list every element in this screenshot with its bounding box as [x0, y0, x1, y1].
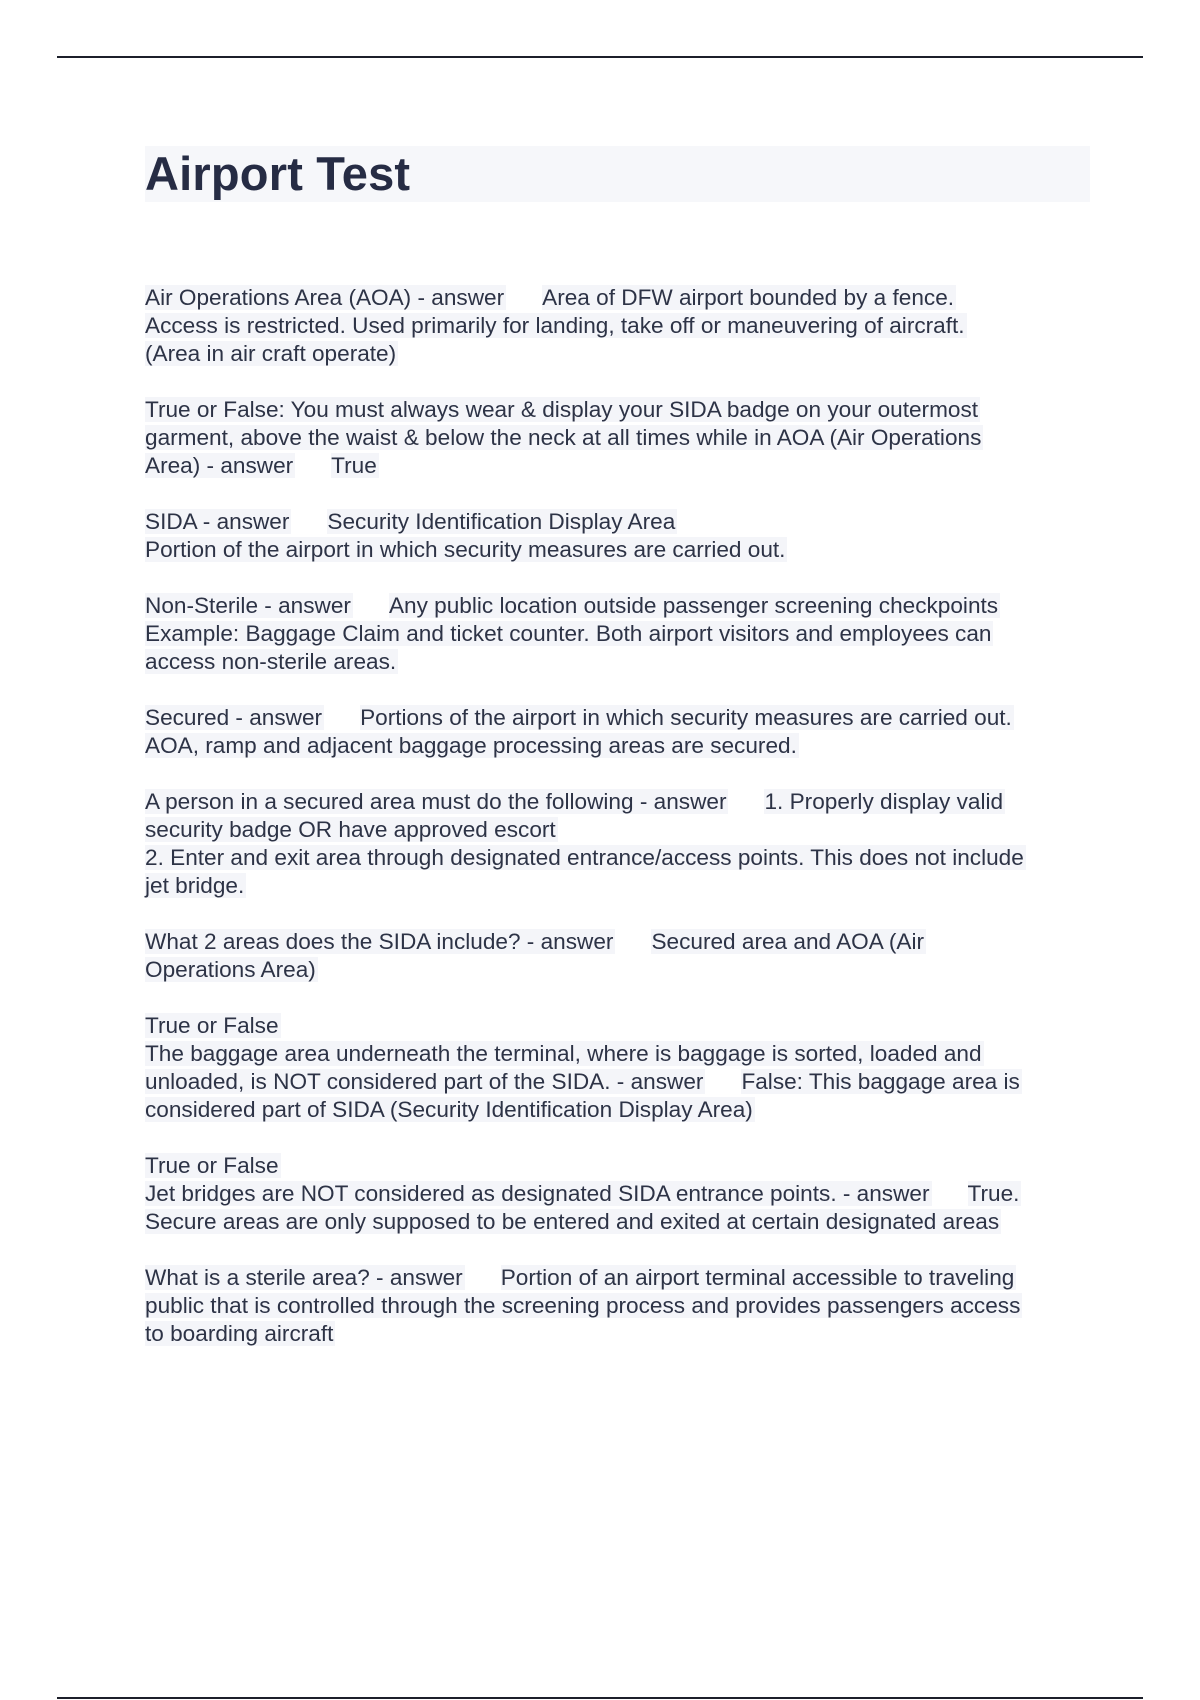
qa-text: garment, above the waist & below the neck at all times while in AOA (Air Operations: [145, 425, 982, 450]
qa-item: [145, 508, 1095, 564]
page-title: Airport Test: [145, 147, 411, 200]
qa-line: [145, 844, 1095, 872]
qa-line: [145, 1264, 1095, 1292]
qa-item: [145, 592, 1095, 676]
qa-text: jet bridge.: [145, 873, 245, 898]
qa-line: [145, 508, 1095, 536]
qa-item: [145, 788, 1095, 900]
qa-line: [145, 1040, 1095, 1068]
qa-line: [145, 592, 1095, 620]
qa-line: [145, 928, 1095, 956]
qa-line: [145, 956, 1095, 984]
qa-text: AOA, ramp and adjacent baggage processing areas are secured.: [145, 733, 797, 758]
qa-item: [145, 1264, 1095, 1348]
qa-line: [145, 1152, 1095, 1180]
qa-text: What 2 areas does the SIDA include? - answer: [145, 929, 614, 954]
qa-text: considered part of SIDA (Security Identification Display Area): [145, 1097, 753, 1122]
qa-text: What is a sterile area? - answer: [145, 1265, 463, 1290]
qa-text: to boarding aircraft: [145, 1321, 334, 1346]
qa-answer-text: True: [331, 453, 377, 478]
qa-text: True or False: [145, 1013, 279, 1038]
qa-line: [145, 704, 1095, 732]
qa-item: [145, 284, 1095, 368]
qa-text: Access is restricted. Used primarily for landing, take off or maneuvering of aircraft.: [145, 313, 965, 338]
qa-answer-text: Secured area and AOA (Air: [651, 929, 924, 954]
qa-text: security badge OR have approved escort: [145, 817, 556, 842]
qa-line: [145, 312, 1095, 340]
qa-line: [145, 452, 1095, 480]
bottom-divider: [57, 1697, 1143, 1699]
qa-item: [145, 1012, 1095, 1124]
qa-line: [145, 284, 1095, 312]
qa-line: [145, 1292, 1095, 1320]
qa-answer-text: True.: [967, 1181, 1020, 1206]
qa-line: [145, 788, 1095, 816]
qa-item: [145, 1152, 1095, 1236]
qa-line: [145, 620, 1095, 648]
top-divider: [57, 56, 1143, 58]
qa-answer-text: Portions of the airport in which security measures are carried out.: [360, 705, 1012, 730]
qa-line: [145, 1180, 1095, 1208]
qa-text: Portion of the airport in which security measures are carried out.: [145, 537, 786, 562]
qa-text: The baggage area underneath the terminal, where is baggage is sorted, loaded and: [145, 1041, 982, 1066]
qa-line: [145, 1068, 1095, 1096]
qa-text: True or False: [145, 1153, 279, 1178]
qa-line: [145, 396, 1095, 424]
qa-text: Air Operations Area (AOA) - answer: [145, 285, 505, 310]
qa-item: [145, 704, 1095, 760]
qa-line: [145, 340, 1095, 368]
qa-answer-text: Any public location outside passenger screening checkpoints: [388, 593, 999, 618]
qa-text: SIDA - answer: [145, 509, 290, 534]
qa-text: Example: Baggage Claim and ticket counter. Both airport visitors and employees can: [145, 621, 992, 646]
qa-line: [145, 732, 1095, 760]
qa-text: Operations Area): [145, 957, 316, 982]
qa-line: [145, 1208, 1095, 1236]
qa-answer-text: Portion of an airport terminal accessible to traveling: [500, 1265, 1015, 1290]
qa-line: [145, 424, 1095, 452]
qa-text: Area) - answer: [145, 453, 294, 478]
qa-answer-text: False: This baggage area is: [741, 1069, 1020, 1094]
qa-text: unloaded, is NOT considered part of the SIDA. - answer: [145, 1069, 704, 1094]
qa-item: [145, 396, 1095, 480]
qa-text: 2. Enter and exit area through designated entrance/access points. This does not include: [145, 845, 1024, 870]
qa-line: [145, 1096, 1095, 1124]
qa-text: A person in a secured area must do the following - answer: [145, 789, 727, 814]
qa-text: Non-Sterile - answer: [145, 593, 351, 618]
qa-text: (Area in air craft operate): [145, 341, 397, 366]
qa-text: Jet bridges are NOT considered as designated SIDA entrance points. - answer: [145, 1181, 930, 1206]
qa-answer-text: 1. Properly display valid: [764, 789, 1004, 814]
qa-text: public that is controlled through the screening process and provides passengers access: [145, 1293, 1021, 1318]
qa-text: Secured - answer: [145, 705, 323, 730]
qa-text: True or False: You must always wear & display your SIDA badge on your outermost: [145, 397, 979, 422]
qa-line: [145, 648, 1095, 676]
qa-line: [145, 816, 1095, 844]
qa-answer-text: Area of DFW airport bounded by a fence.: [542, 285, 955, 310]
qa-line: [145, 1320, 1095, 1348]
qa-item: [145, 928, 1095, 984]
qa-text: access non-sterile areas.: [145, 649, 397, 674]
qa-line: [145, 1012, 1095, 1040]
qa-list: [145, 284, 1095, 1376]
qa-line: [145, 872, 1095, 900]
qa-answer-text: Security Identification Display Area: [327, 509, 676, 534]
qa-line: [145, 536, 1095, 564]
qa-text: Secure areas are only supposed to be entered and exited at certain designated areas: [145, 1209, 1000, 1234]
